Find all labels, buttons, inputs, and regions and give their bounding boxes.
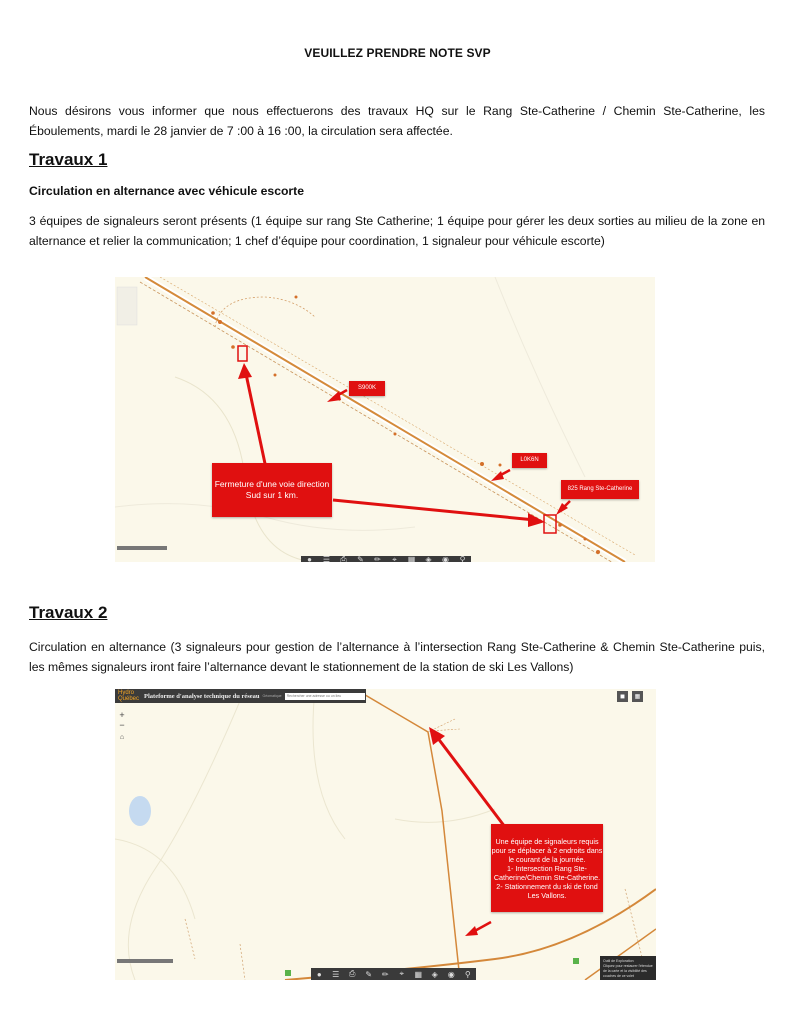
callout-address: 825 Rang Ste-Catherine <box>561 480 639 499</box>
pencil-icon[interactable]: ✏ <box>381 969 389 979</box>
pencil-icon[interactable]: ✏ <box>374 555 381 562</box>
layers-icon[interactable]: ◈ <box>431 969 438 979</box>
layers-icon[interactable]: ◈ <box>425 555 432 562</box>
travaux1-body: 3 équipes de signaleurs seront présents (1 équipe sur rang Ste Catherine; 1 équipe pour gérer les deux sorties au milieu de la zone en alternance et relier la communication; 1 chef d’équipe pour coordination, 1 signaleur pour véhicule escorte) <box>29 214 765 248</box>
basemap-button[interactable]: ◼ <box>617 691 628 702</box>
hydro-quebec-logo: Hydro Québec <box>118 690 140 702</box>
map1-scale <box>117 546 167 550</box>
travaux1-subheading: Circulation en alternance avec véhicule escorte <box>29 184 305 198</box>
user-icon[interactable]: ⚲ <box>459 555 466 562</box>
list-icon[interactable]: ☰ <box>322 555 331 562</box>
travaux1-heading: Travaux 1 <box>29 150 108 169</box>
travaux2-heading: Travaux 2 <box>29 603 108 622</box>
info-panel <box>600 956 656 980</box>
map1-roads <box>115 277 655 562</box>
highlight-box-1 <box>238 346 247 361</box>
measure-icon[interactable]: ⌖ <box>399 969 404 978</box>
grid-view-button[interactable]: ▦ <box>632 691 643 702</box>
map2-scale <box>117 959 173 963</box>
app-mode: Géomatique <box>262 694 282 698</box>
info-panel-title: Outil de Exploration <box>603 959 634 963</box>
travaux2-body: Circulation en alternance (3 signaleurs pour gestion de l’alternance à l’intersection Rang Ste-Catherine & Chemin Ste-Catherine puis, les mêmes signaleurs iront faire l’alternance devant le stationnement de la station de ski Les Vallons) <box>29 640 765 674</box>
measure-icon[interactable]: ⌖ <box>392 554 397 562</box>
zoom-in-button[interactable]: + <box>119 710 125 720</box>
zoom-out-button[interactable]: − <box>119 720 125 730</box>
callout-s900k: S900K <box>349 381 385 396</box>
tools-icon[interactable]: ✎ <box>357 555 364 562</box>
info-panel-text: Cliquez pour restaurer l'étendue de la carte et la visibilité des couches de ce volet <box>603 963 653 978</box>
home-button[interactable]: ⌂ <box>119 734 125 741</box>
tools-icon[interactable]: ✎ <box>365 969 373 979</box>
search-input[interactable] <box>285 693 365 700</box>
eye-icon[interactable]: ◉ <box>447 969 455 979</box>
map1-toolbar <box>301 556 471 562</box>
map2-toolbar <box>311 968 476 980</box>
callout-l0k6n: L0K6N <box>512 453 547 468</box>
grid-icon[interactable]: ▦ <box>414 969 423 979</box>
grid-icon[interactable]: ▦ <box>407 555 416 562</box>
info-icon[interactable]: ● <box>307 555 312 562</box>
callout-signaleurs: Une équipe de signaleurs requis pour se déplacer à 2 endroits dans le courant de la journée. 1- Intersection Rang Ste-Catherine/Chemin Ste-Catherine. 2- Stationnement du ski de fond Les Vallons. <box>491 824 603 912</box>
travaux2-map[interactable] <box>115 689 656 980</box>
app-header-bar <box>115 689 366 703</box>
info-icon[interactable]: ● <box>316 969 322 979</box>
user-icon[interactable]: ⚲ <box>464 969 471 979</box>
app-title: Plateforme d'analyse technique du réseau <box>144 692 260 700</box>
callout-fermeture: Fermeture d'une voie direction Sud sur 1 km. <box>212 463 332 517</box>
intro-paragraph: Nous désirons vous informer que nous effectuerons des travaux HQ sur le Rang Ste-Catherine / Chemin Ste-Catherine, les Éboulements, mardi le 28 janvier de 7 :00 à 16 :00, la circulation sera affectée. <box>29 104 765 138</box>
list-icon[interactable]: ☰ <box>332 969 340 979</box>
document-title: VEUILLEZ PRENDRE NOTE SVP <box>304 46 491 60</box>
eye-icon[interactable]: ◉ <box>442 555 449 562</box>
travaux1-map[interactable] <box>115 277 655 562</box>
print-icon[interactable]: ⎙ <box>349 969 356 978</box>
print-icon[interactable]: ⎙ <box>340 554 347 562</box>
